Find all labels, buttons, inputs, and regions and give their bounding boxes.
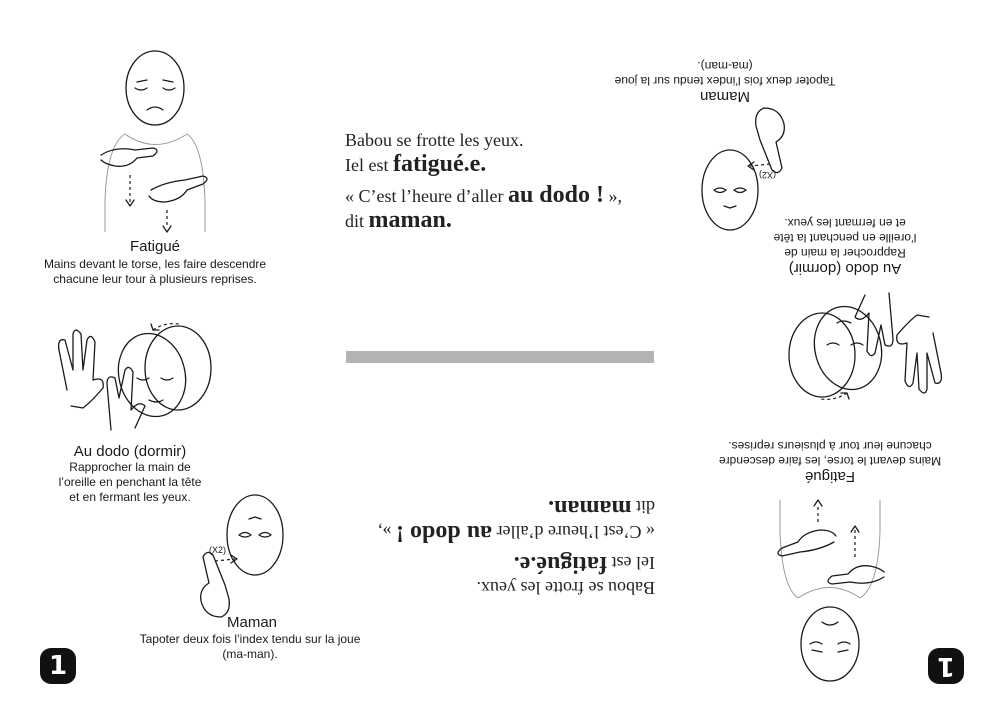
maman-illustration [195, 495, 295, 620]
story-line-4: dit maman. [548, 495, 655, 521]
page-number-badge: 1 [40, 648, 76, 684]
fatigue-illustration-rotated [770, 492, 890, 682]
sign-title-dodo: Au dodo (dormir) [73, 443, 187, 460]
sign-title-maman: Maman [226, 614, 278, 631]
story-text [345, 128, 675, 233]
sign-description-dodo: Rapprocher la main de l’oreille en penchant la tête et en fermant les yeux. [58, 460, 202, 504]
maman-illustration-rotated [690, 105, 790, 230]
dodo-illustration [45, 320, 225, 435]
story-line-1: Babou se frotte les yeux. [476, 578, 655, 598]
repeat-annotation: (X2) [758, 170, 776, 180]
sign-description-maman: Tapoter deux fois l’index tendu sur la joue (ma-man). [614, 59, 836, 88]
fold-divider [346, 351, 654, 363]
sign-block-fatigue-rotated [695, 438, 965, 485]
sign-description-fatigue: Mains devant le torse, les faire descendre chacune leur tour à plusieurs reprises. [718, 439, 942, 468]
sign-title-fatigue: Fatigué [129, 238, 181, 255]
sign-description-fatigue: Mains devant le torse, les faire descendre chacune leur tour à plusieurs reprises. [43, 257, 267, 286]
story-line-4: dit maman. [345, 207, 452, 233]
story-line-1: Babou se frotte les yeux. [345, 130, 524, 150]
sign-block-maman-rotated [605, 58, 845, 105]
sign-title-fatigue: Fatigué [804, 468, 856, 485]
sign-title-maman: Maman [699, 88, 751, 105]
story-line-3: « C’est l’heure d’aller au dodo ! », [378, 520, 655, 546]
story-line-2: Iel est fatigué.e. [513, 551, 655, 577]
sign-description-maman: Tapoter deux fois l’index tendu sur la joue (ma-man). [139, 632, 361, 661]
sign-description-dodo: Rapprocher la main de l’oreille en penchant la tête et en fermant les yeux. [773, 216, 917, 260]
sign-block-dodo-rotated [765, 215, 925, 277]
repeat-annotation: (X2) [209, 545, 227, 555]
dodo-illustration-rotated [775, 288, 955, 403]
page-number-badge-rotated: 1 [928, 648, 964, 684]
story-line-3: « C’est l’heure d’aller au dodo ! », [345, 182, 622, 208]
sign-title-dodo: Au dodo (dormir) [788, 260, 902, 277]
story-text-rotated [325, 495, 655, 600]
story-line-2: Iel est fatigué.e. [345, 151, 487, 177]
fatigue-illustration [95, 50, 215, 240]
